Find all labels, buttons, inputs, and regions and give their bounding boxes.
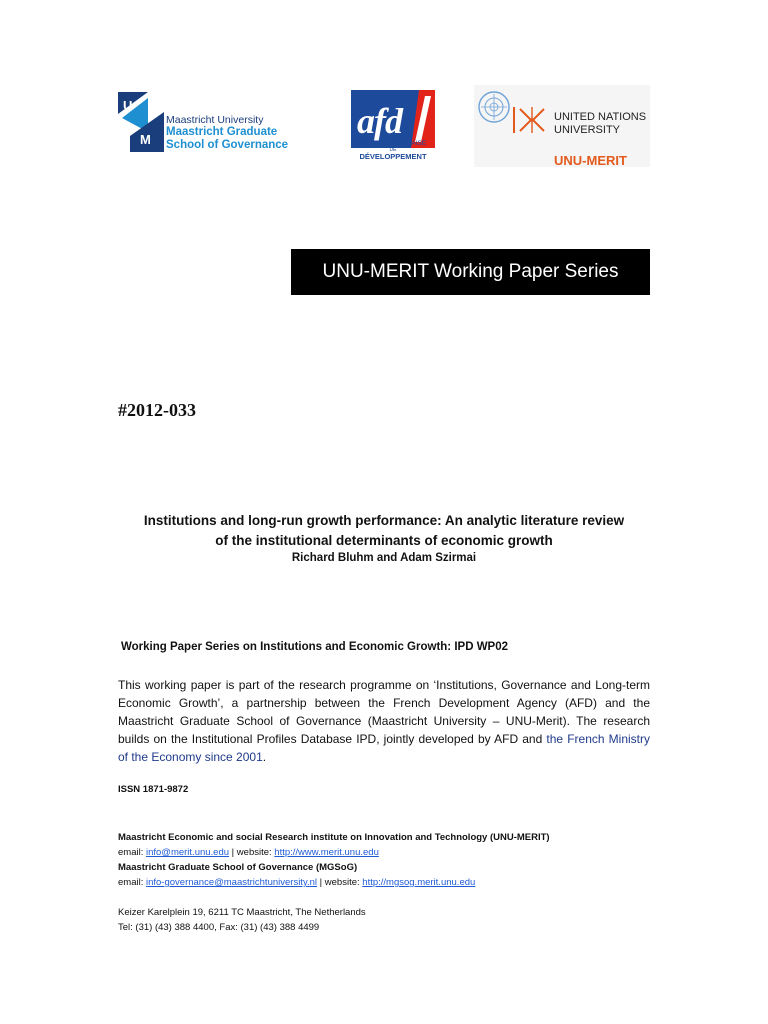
website-label: | website: (317, 877, 363, 888)
abstract-paragraph (118, 676, 650, 766)
unu-mark-icon (512, 105, 550, 135)
address-block (118, 905, 366, 935)
email-label: email: (118, 847, 146, 858)
paper-number: #2012-033 (118, 400, 196, 420)
contacts-block (118, 830, 550, 890)
email-label: email: (118, 877, 146, 888)
abstract-highlight: the French Ministry of the Economy since 2001 (118, 732, 650, 764)
um-line2: Maastricht Graduate (166, 126, 278, 138)
unu-merit-logo (474, 85, 650, 167)
paper-title-line2: of the institutional determinants of economic growth (215, 533, 553, 548)
paper-title-line1: Institutions and long-run growth performance: An analytic literature review (143, 513, 625, 528)
afd-wordmark: afd (357, 101, 402, 141)
abstract-text: This working paper is part of the research programme on ‘Institutions, Governance and Long-term Economic Growth’, a partnership between the French Development Agency (AFD) and the Maastricht Graduate School of Governance (Maastricht University – UNU-Merit). The research builds on the Institutional Profiles Database IPD, jointly developed by AFD and (118, 678, 650, 746)
mgsog-email-link[interactable]: info-governance@maastrichtuniversity.nl (145, 877, 318, 888)
phone-line: Tel: (31) (43) 388 4400, Fax: (31) (43) 388 4499 (118, 922, 320, 933)
merit-website-link[interactable]: http://www.merit.unu.edu (274, 847, 379, 858)
ipd-series-line: Working Paper Series on Institutions and Economic Growth: IPD WP02 (121, 641, 509, 653)
um-line3: School of Governance (166, 139, 289, 151)
um-line1: Maastricht University (166, 114, 264, 126)
unu-name (554, 111, 646, 137)
authors: Richard Bluhm and Adam Szirmai (291, 552, 477, 564)
afd-sub1: AGENCE FRANÇAISE (359, 140, 427, 147)
afd-subtitle (351, 140, 435, 160)
un-emblem-icon (478, 91, 510, 123)
svg-text:M: M (140, 132, 151, 147)
maastricht-logo (118, 92, 318, 152)
issn: ISSN 1871-9872 (118, 784, 189, 795)
merit-contact-line (118, 845, 550, 860)
series-title: UNU-MERIT Working Paper Series (322, 261, 619, 282)
unu-merit-label: UNU-MERIT (554, 153, 627, 168)
afd-logo (351, 90, 435, 164)
abstract-end: . (262, 750, 267, 764)
mgsog-website-link[interactable]: http://mgsog.merit.unu.edu (362, 877, 476, 888)
svg-text:U: U (123, 98, 133, 113)
mgsog-name: Maastricht Graduate School of Governance (MGSoG) (118, 862, 358, 873)
unu-line1: UNITED NATIONS (554, 111, 647, 123)
series-banner (291, 249, 650, 295)
mgsog-contact-line (118, 875, 550, 890)
afd-sub2: DE (389, 146, 397, 153)
website-label: | website: (229, 847, 275, 858)
unu-line2: UNIVERSITY (554, 124, 621, 136)
merit-institute-name: Maastricht Economic and social Research institute on Innovation and Technology (UNU-MERIT) (118, 832, 550, 843)
um-mark-icon (118, 92, 164, 152)
merit-email-link[interactable]: info@merit.unu.edu (145, 847, 230, 858)
afd-sub3: DÉVELOPPEMENT (359, 151, 427, 161)
title-block (110, 511, 658, 565)
address-line: Keizer Karelplein 19, 6211 TC Maastricht, The Netherlands (118, 907, 366, 918)
